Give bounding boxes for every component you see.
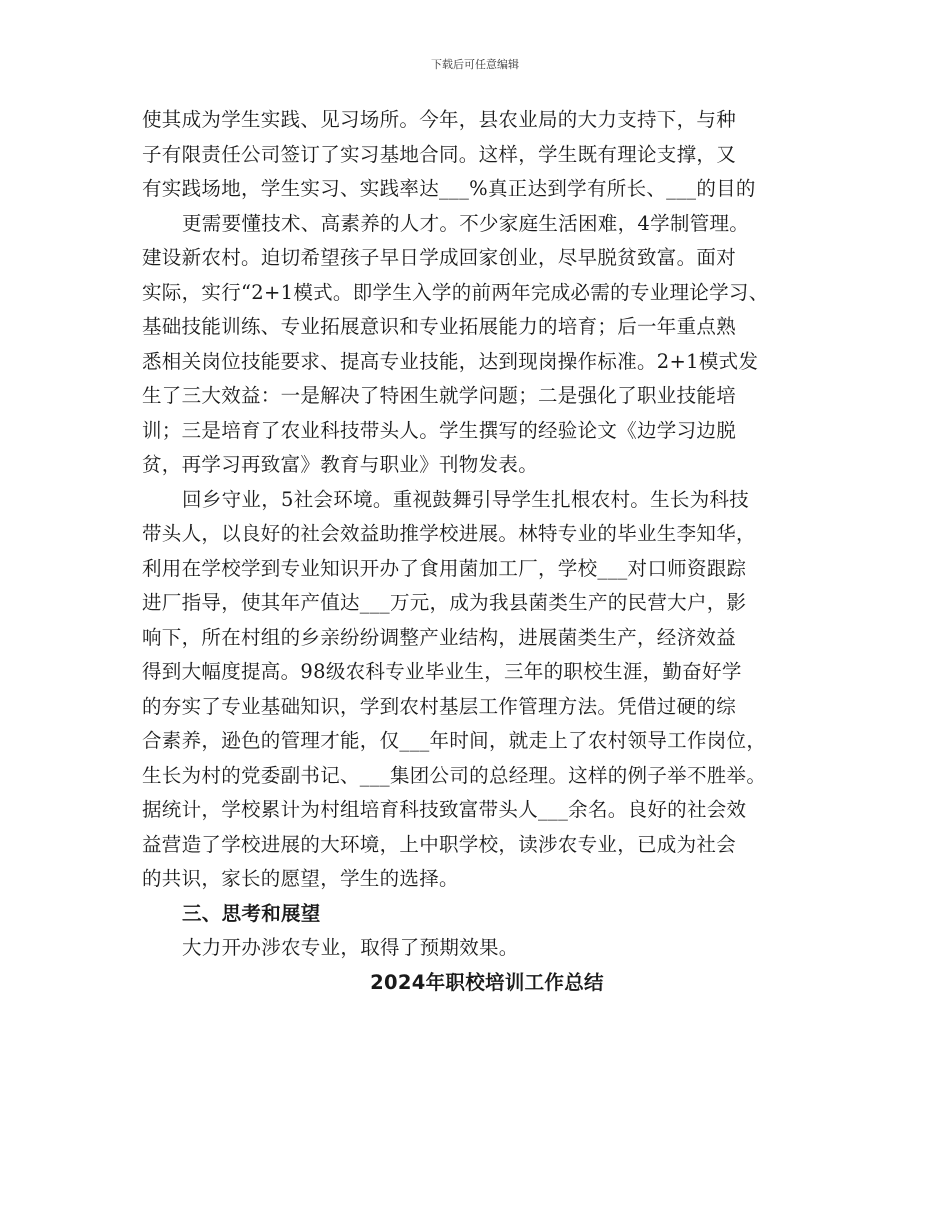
paragraph-line: 合素养，逊色的管理才能，仅___年时间，就走上了农村领导工作岗位， [142,729,767,752]
paragraph-line: 建设新农村。迫切希望孩子早日学成回家创业，尽早脱贫致富。面对 [142,246,737,269]
document-title: 2024年职校培训工作总结 [370,970,604,994]
paragraph-line: 基础技能训练、专业拓展意识和专业拓展能力的培育；后一年重点熟 [142,315,737,338]
paragraph-line: 生长为村的党委副书记、___集团公司的总经理。这样的例子举不胜举。 [142,763,767,787]
paragraph-line: 有实践场地，学生实习、实践率达___%真正达到学有所长、___的目的 [142,177,756,200]
paragraph-line: 训；三是培育了农业科技带头人。学生撰写的经验论文《边学习边脱 [142,418,737,442]
paragraph-line: 贫，再学习再致富》教育与职业》刊物发表。 [142,453,539,476]
paragraph-line: 更需要懂技术、高素养的人才。不少家庭生活困难，4学制管理。 [182,211,750,235]
paragraph-line: 回乡守业，5社会环境。重视鼓舞引导学生扎根农村。生长为科技 [182,487,750,511]
paragraph-line: 使其成为学生实践、见习场所。今年，县农业局的大力支持下，与种 [142,108,737,131]
paragraph-line: 进厂指导，使其年产值达___万元，成为我县菌类生产的民营大户，影 [142,591,747,614]
paragraph-line: 生了三大效益：一是解决了特困生就学问题；二是强化了职业技能培 [142,384,737,407]
page-header: 下载后可任意编辑 [431,58,519,71]
paragraph-line: 益营造了学校进展的大环境，上中职学校，读涉农专业，已成为社会 [142,832,737,856]
paragraph-line: 实际，实行“2+1模式。即学生入学的前两年完成必需的专业理论学习、 [142,280,769,304]
paragraph-line: 的夯实了专业基础知识，学到农村基层工作管理方法。凭借过硬的综 [142,694,737,718]
paragraph-line: 利用在学校学到专业知识开办了食用菌加工厂，学校___对口师资跟踪 [142,556,747,580]
document-body [142,103,832,1000]
paragraph-line: 大力开办涉农专业，取得了预期效果。 [182,936,519,959]
paragraph-line: 的共识，家长的愿望，学生的选择。 [142,867,459,890]
paragraph-line: 响下，所在村组的乡亲纷纷调整产业结构，进展菌类生产，经济效益 [142,625,737,649]
paragraph-line: 得到大幅度提高。98级农科专业毕业生，三年的职校生涯，勤奋好学 [142,660,742,683]
paragraph-line: 带头人，以良好的社会效益助推学校进展。林特专业的毕业生李知华， [142,522,756,545]
section-heading: 三、思考和展望 [182,901,321,925]
paragraph-line: 据统计，学校累计为村组培育科技致富带头人___余名。良好的社会效 [142,798,747,821]
paragraph-line: 悉相关岗位技能要求、提高专业技能，达到现岗操作标准。2+1模式发 [142,349,759,373]
paragraph-line: 子有限责任公司签订了实习基地合同。这样，学生既有理论支撑，又 [142,142,737,166]
